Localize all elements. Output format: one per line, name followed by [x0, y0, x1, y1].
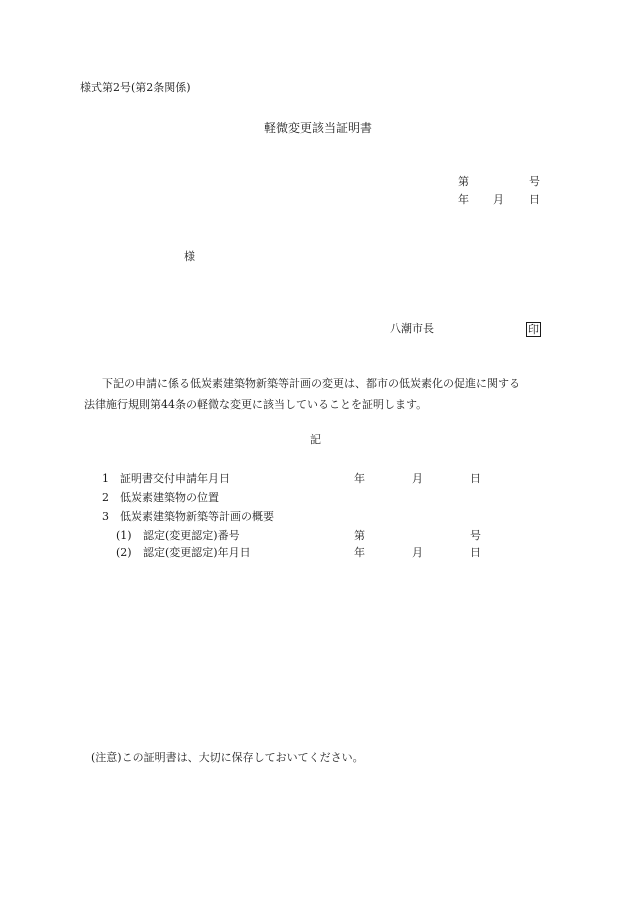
ki-heading: 記 — [310, 433, 321, 446]
body-line-2: 法律施行規則第44条の軽微な変更に該当していることを証明します。 — [84, 398, 428, 411]
item-2-label: 低炭素建築物の位置 — [120, 491, 219, 504]
subitem-1-dai: 第 — [354, 529, 365, 542]
form-number: 様式第2号(第2条関係) — [80, 81, 191, 94]
doc-number-go: 号 — [529, 175, 540, 188]
item-1-year: 年 — [354, 472, 365, 485]
seal-mark-text: 印 — [528, 323, 539, 336]
footer-note: (注意)この証明書は、大切に保存しておいてください。 — [91, 751, 364, 764]
item-3-label: 低炭素建築物新築等計画の概要 — [120, 510, 274, 523]
issue-date-year: 年 — [458, 193, 469, 206]
issue-date-day: 日 — [529, 193, 540, 206]
subitem-2-label: 認定(変更認定)年月日 — [143, 546, 251, 559]
subitem-2-year: 年 — [354, 546, 365, 559]
item-1-day: 日 — [470, 472, 481, 485]
issue-date-month: 月 — [493, 193, 504, 206]
subitem-1-label: 認定(変更認定)番号 — [143, 529, 240, 542]
document-title: 軽微変更該当証明書 — [264, 121, 373, 135]
subitem-2-number: (2) — [116, 546, 132, 559]
item-1-label: 証明書交付申請年月日 — [120, 472, 230, 485]
seal-mark — [526, 322, 541, 337]
item-1-number: 1 — [102, 472, 109, 485]
recipient-sama: 様 — [184, 250, 195, 263]
subitem-1-go: 号 — [470, 529, 481, 542]
item-3-number: 3 — [102, 510, 109, 523]
subitem-2-day: 日 — [470, 546, 481, 559]
subitem-2-month: 月 — [412, 546, 423, 559]
item-2-number: 2 — [102, 491, 109, 504]
subitem-1-number: (1) — [116, 529, 132, 542]
doc-number-dai: 第 — [458, 175, 469, 188]
body-line-1: 下記の申請に係る低炭素建築物新築等計画の変更は、都市の低炭素化の促進に関する — [102, 377, 520, 390]
issuer-name: 八潮市長 — [390, 322, 434, 335]
item-1-month: 月 — [412, 472, 423, 485]
